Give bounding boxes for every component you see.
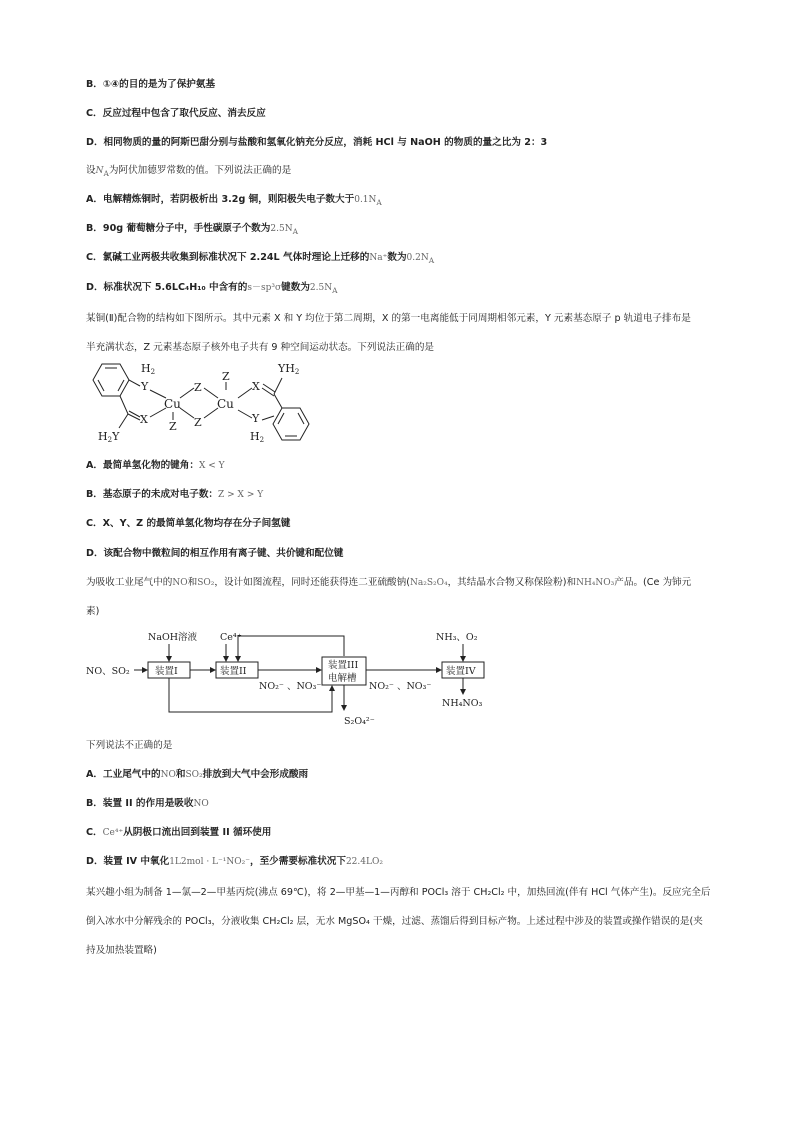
flow-ions-ii-iii: NO₂⁻ 、NO₃⁻ [259, 681, 322, 692]
question-3-stem-line2: 素) [86, 606, 100, 617]
q1-option-d: D．标准状况下 5.6LC₄H₁₀ 中含有的s－sp³σ键数为$2.5N_A$ [86, 282, 338, 295]
q1-option-a: A．电解精炼铜时，若阴极析出 3.2g 铜，则阳极失电子数大于$0.1N_A$ [86, 194, 382, 207]
struct-z-top-right: Z [222, 370, 230, 383]
flow-ce-label: Ce⁴⁺ [220, 632, 242, 643]
struct-x-left: X [140, 413, 148, 426]
question-2-stem-line1: 某铜(Ⅱ)配合物的结构如下图所示。其中元素 X 和 Y 均位于第二周期，X 的第一电离能低于同周期相邻元素，Y 元素基态原子 p 轨道电子排布是 [86, 313, 691, 324]
q3-option-c: C．Ce⁴⁺从阴极口流出回到装置 II 循环使用 [86, 827, 272, 838]
struct-z-bridge-bottom: Z [194, 416, 202, 429]
flow-device-2: 装置II [220, 666, 247, 677]
process-flow-diagram [86, 628, 506, 732]
struct-x-right: X [252, 380, 260, 393]
question-4-stem-line3: 持及加热装置略) [86, 945, 157, 956]
flow-naoh-label: NaOH溶液 [148, 632, 198, 643]
q3-option-b: B．装置 II 的作用是吸收NO [86, 798, 209, 809]
struct-y-right: Y [252, 412, 260, 425]
struct-cu-left: Cu [164, 397, 181, 411]
copper-complex-structure [86, 360, 326, 448]
question-3-ask: 下列说法不正确的是 [86, 740, 173, 751]
struct-h2-bottom-right: H2 [250, 430, 265, 444]
q1-option-b: B．90g 葡萄糖分子中，手性碳原子个数为$2.5N_A$ [86, 223, 298, 236]
struct-y-left: Y [141, 380, 149, 393]
flow-device-3: 装置III [328, 660, 359, 671]
flow-nh3-o2-label: NH₃、O₂ [436, 632, 478, 643]
flow-device-1: 装置I [155, 666, 178, 677]
flow-ions-iii-iv: NO₂⁻ 、NO₃⁻ [369, 681, 432, 692]
struct-cu-right: Cu [217, 397, 234, 411]
struct-h2y-bottom-left: H2Y [98, 430, 120, 444]
option-d-prev: D．相同物质的量的阿斯巴甜分别与盐酸和氢氧化钠充分反应，消耗 HCl 与 NaOH 的物质的量之比为 2：3 [86, 137, 548, 148]
option-b-prev: B．①④的目的是为了保护氨基 [86, 79, 216, 90]
struct-yh2-top-right: YH2 [278, 362, 300, 376]
flow-input-label: NO、SO₂ [86, 666, 130, 677]
flow-nh4no3-label: NH₄NO₃ [442, 698, 483, 709]
q3-option-a: A．工业尾气中的NO和SO₂排放到大气中会形成酸雨 [86, 769, 309, 780]
struct-h2-top-left: H2 [141, 362, 156, 376]
struct-z-bridge-top: Z [194, 381, 202, 394]
struct-z-bottom-left: Z [169, 420, 177, 433]
question-3-stem-line1: 为吸收工业尾气中的NO和SO₂，设计如图流程，同时还能获得连二亚硫酸钠(Na₂S₂O₄，其结晶水合物又称保险粉)和NH₄NO₃产品。(Ce 为铈元 [86, 577, 692, 588]
question-4-stem-line2: 倒入冰水中分解残余的 POCl₃，分液收集 CH₂Cl₂ 层，无水 MgSO₄ 干燥，过滤、蒸馏后得到目标产物。上述过程中涉及的装置或操作错误的是(夹 [86, 916, 703, 927]
flow-electrolyzer: 电解槽 [328, 673, 357, 684]
q2-option-c: C．X、Y、Z 的最简单氢化物均存在分子间氢键 [86, 518, 291, 529]
flow-device-4: 装置IV [446, 666, 476, 677]
question-2-stem-line2: 半充满状态，Z 元素基态原子核外电子共有 9 种空间运动状态。下列说法正确的是 [86, 342, 435, 353]
q2-option-d: D．该配合物中微粒间的相互作用有离子键、共价键和配位键 [86, 548, 344, 559]
question-4-stem-line1: 某兴趣小组为制备 1—氯—2—甲基丙烷(沸点 69℃)，将 2—甲基—1—丙醇和 POCl₃ 溶于 CH₂Cl₂ 中，加热回流(伴有 HCl 气体产生)。反应完全后 [86, 887, 711, 898]
q1-option-c: C．氯碱工业两极共收集到标准状况下 2.24L 气体时理论上迁移的Na⁺数为$0.2N_A$ [86, 252, 435, 265]
q2-option-a: A．最简单氢化物的键角：X < Y [86, 460, 225, 471]
q3-option-d: D．装置 IV 中氧化1L2mol · L⁻¹NO₂⁻，至少需要标准状况下22.4LO₂ [86, 856, 383, 867]
q2-option-b: B．基态原子的未成对电子数：Z > X > Y [86, 489, 264, 500]
option-c-prev: C．反应过程中包含了取代反应、消去反应 [86, 108, 266, 119]
flow-s2o4-label: S₂O₄²⁻ [344, 716, 375, 727]
question-1-stem: 设$N_A$为阿伏加德罗常数的值。下列说法正确的是 [86, 165, 292, 178]
